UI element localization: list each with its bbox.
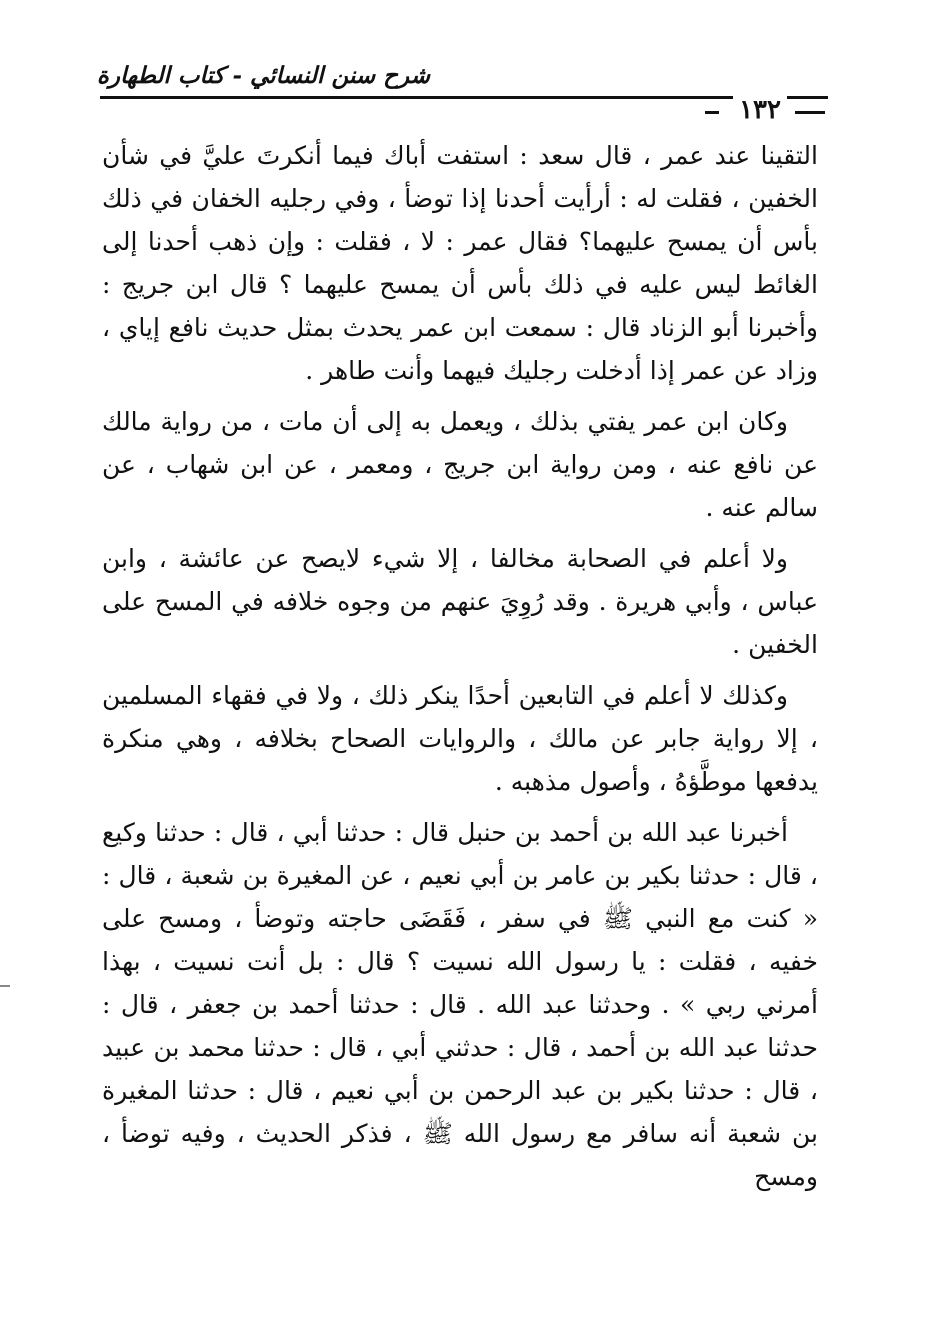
margin-mark — [0, 985, 10, 987]
running-title: شرح سنن النسائي - كتاب الطهارة — [96, 62, 430, 89]
paragraph: أخبرنا عبد الله بن أحمد بن حنبل قال : حدثنا أبي ، قال : حدثنا وكيع ، قال : حدثنا بكير بن عامر بن أبي نعيم ، عن المغيرة بن شعبة ، قال : « كنت مع النبي ﷺ في سفر ، فَقَضَى حاجته وتوضأ ، ومسح على خفيه ، فقلت : يا رسول الله نسيت ؟ قال : بل أنت نسيت ، بهذا أمرني ربي » . وحدثنا عبد الله . قال : حدثنا أحمد بن جعفر ، قال : حدثنا عبد الله بن أحمد ، قال : حدثني أبي ، قال : حدثنا محمد بن عبيد ، قال : حدثنا بكير بن عبد الرحمن بن أبي نعيم ، قال : حدثنا المغيرة بن شعبة أنه سافر مع رسول الله ﷺ ، فذكر الحديث ، وفيه توضأ ، ومسح — [102, 818, 818, 1191]
page-number: ١٣٢ — [733, 95, 787, 125]
paragraph: وكذلك لا أعلم في التابعين أحدًا ينكر ذلك ، ولا في فقهاء المسلمين ، إلا رواية جابر عن مالك ، والروايات الصحاح بخلافه ، وهي منكرة يدفعها موطَّؤهُ ، وأصول مذهبه . — [102, 681, 818, 796]
page-number-rule-right — [795, 111, 825, 114]
paragraph: وكان ابن عمر يفتي بذلك ، ويعمل به إلى أن مات ، من رواية مالك عن نافع عنه ، ومن رواية ابن جريج ، ومعمر ، عن ابن شهاب ، عن سالم عنه . — [102, 407, 818, 522]
paragraph: ولا أعلم في الصحابة مخالفا ، إلا شيء لايصح عن عائشة ، وابن عباس ، وأبي هريرة . وقد رُوِيَ عنهم من وجوه خلافه في المسح على الخفين . — [102, 544, 818, 659]
body-text — [102, 134, 818, 1206]
page-number-rule-left — [705, 111, 719, 114]
paragraph: التقينا عند عمر ، قال سعد : استفت أباك فيما أنكرتَ عليَّ في شأن الخفين ، فقلت له : أرأيت أحدنا إذا توضأ ، وفي رجليه الخفان في ذلك بأس أن يمسح عليهما؟ فقال عمر : لا ، فقلت : وإن ذهب أحدنا إلى الغائط ليس عليه في ذلك بأس أن يمسح عليهما ؟ قال ابن جريج : وأخبرنا أبو الزناد قال : سمعت ابن عمر يحدث بمثل حديث نافع إياي ، وزاد عن عمر إذا أدخلت رجليك فيهما وأنت طاهر . — [102, 141, 818, 385]
running-header — [96, 62, 828, 98]
page-number-row — [705, 95, 825, 131]
